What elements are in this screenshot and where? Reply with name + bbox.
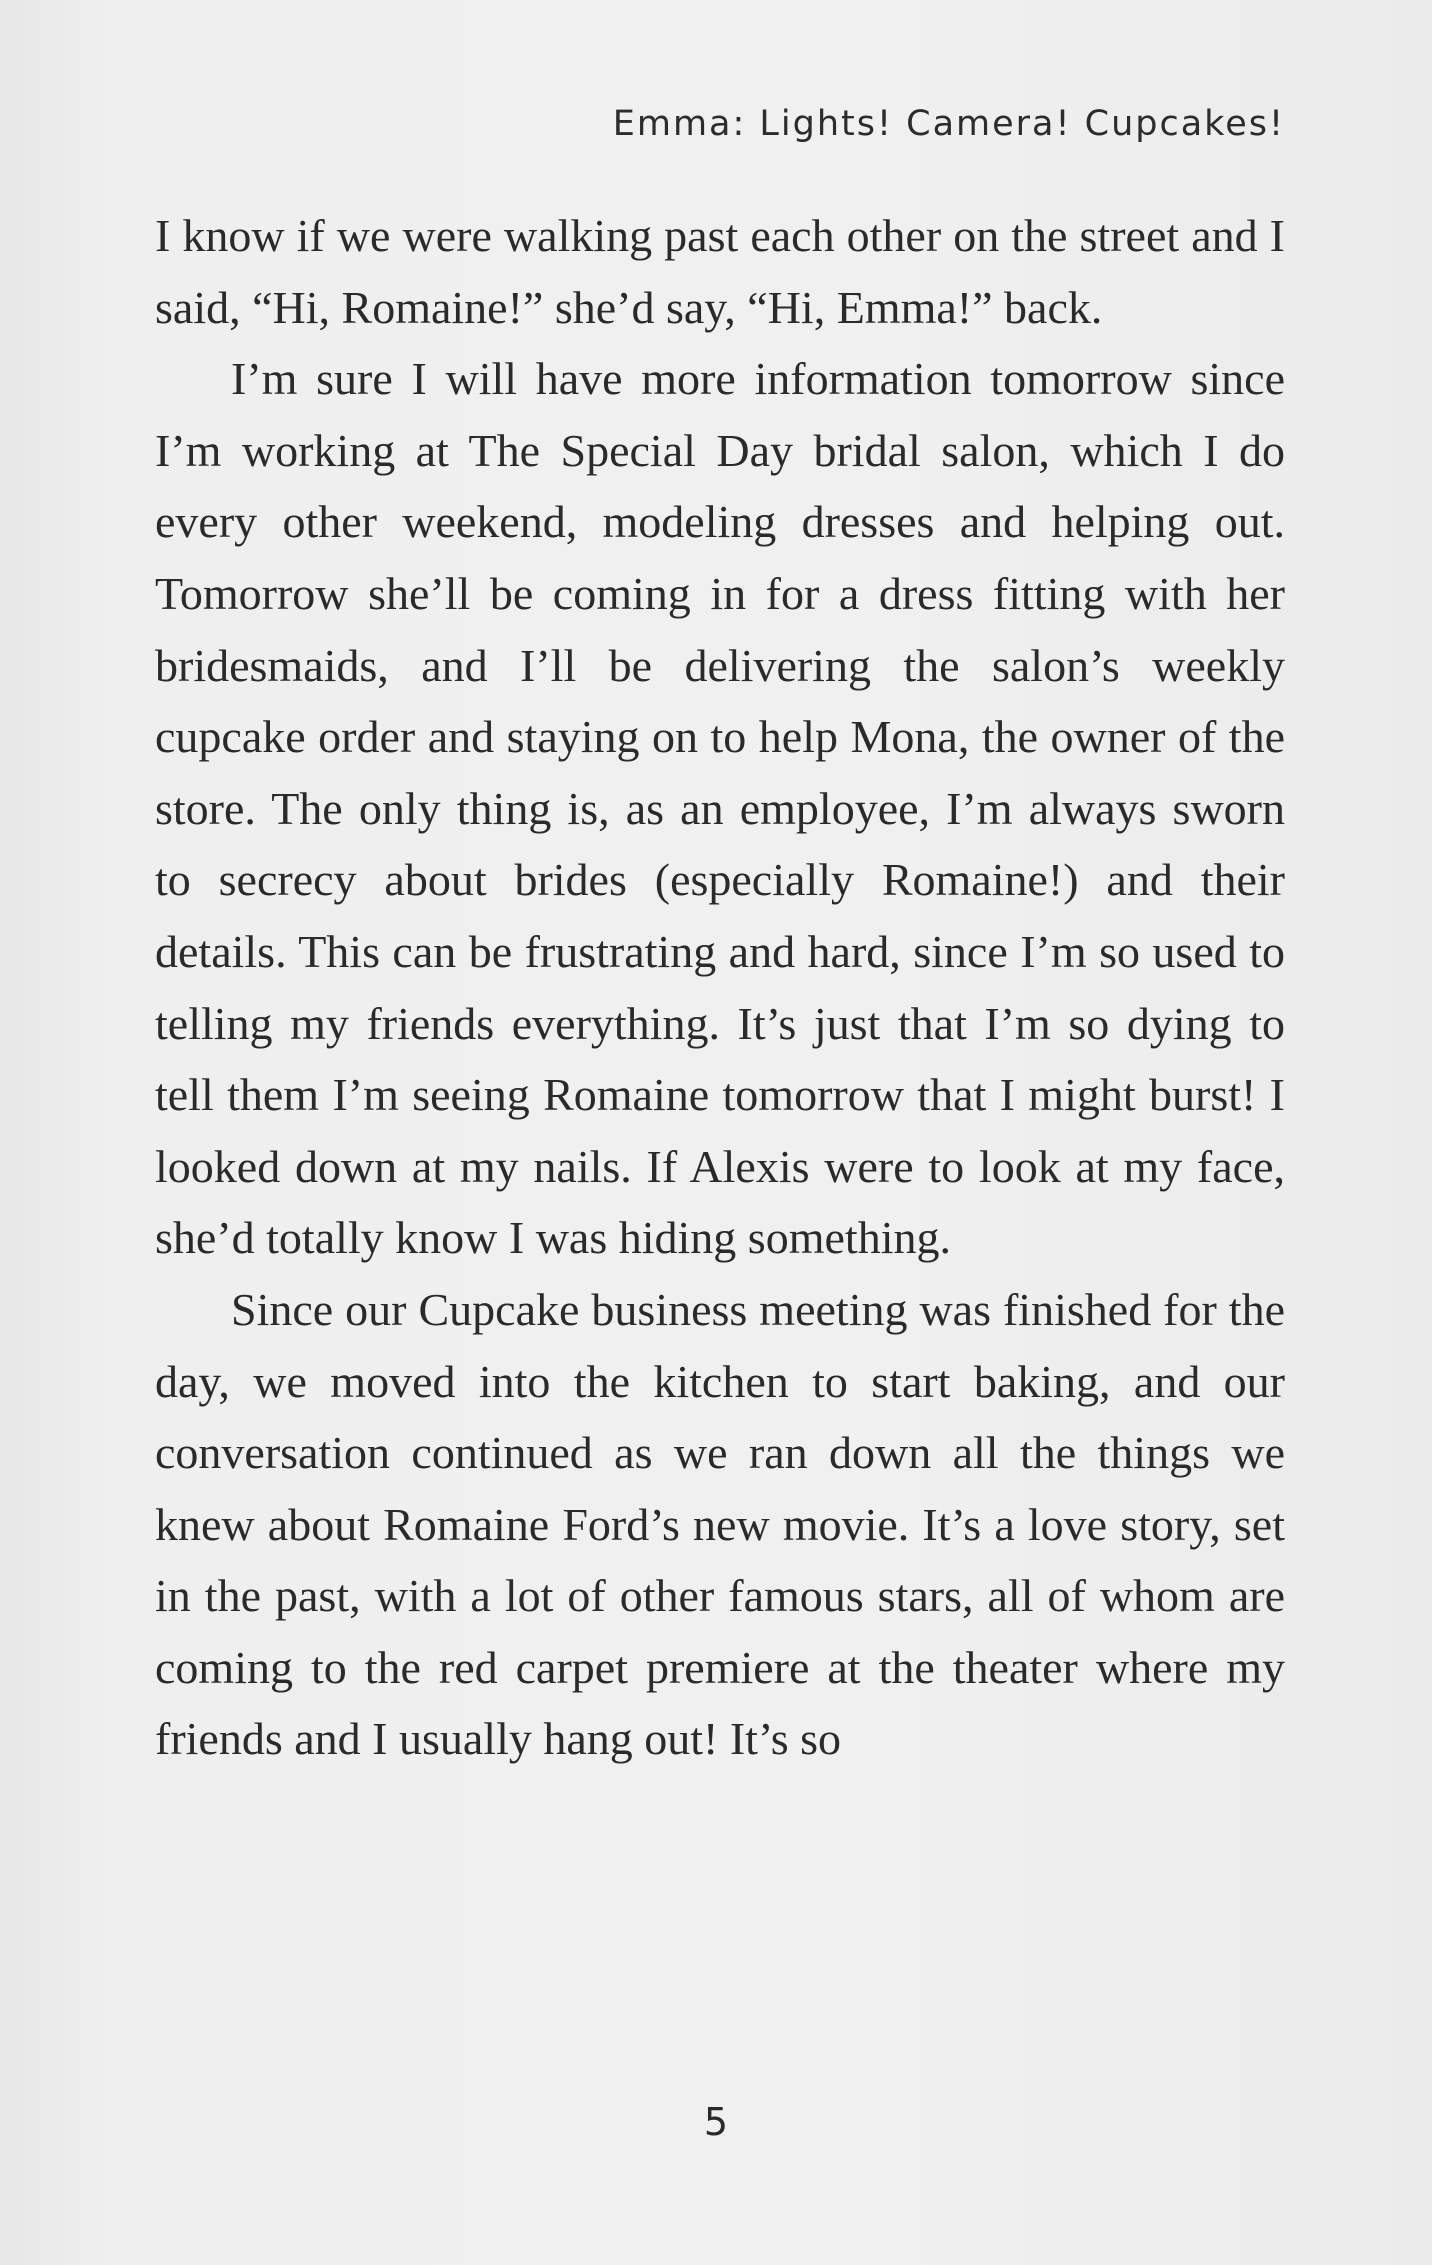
paragraph: I know if we were walking past each other on the street and I said, “Hi, Romaine!” she’d say, “Hi, Emma!” back. [155,210,1285,333]
body-text [155,200,1285,1775]
running-header: Emma: Lights! Camera! Cupcakes! [612,104,1285,144]
paragraph: Since our Cupcake business meeting was finished for the day, we moved into the kitchen to start baking, and our conversation continued as we ran down all the things we knew about Romaine Ford’s new movie. It’s a love story, set in the past, with a lot of other famous stars, all of whom are coming to the red carpet premiere at the theater where my friends and I usually hang out! It’s so [155,1283,1285,1765]
page-number: 5 [703,2100,729,2144]
paragraph: I’m sure I will have more information tomorrow since I’m working at The Special Day bridal salon, which I do every other weekend, modeling dresses and helping out. Tomorrow she’ll be coming in for a dress fitting with her bridesmaids, and I’ll be delivering the salon’s weekly cupcake order and staying on to help Mona, the owner of the store. The only thing is, as an employee, I’m always sworn to secrecy about brides (especially Romaine!) and their details. This can be frustrating and hard, since I’m so used to telling my friends everything. It’s just that I’m so dying to tell them I’m seeing Romaine tomorrow that I might burst! I looked down at my nails. If Alexis were to look at my face, she’d totally know I was hiding something. [155,353,1285,1264]
